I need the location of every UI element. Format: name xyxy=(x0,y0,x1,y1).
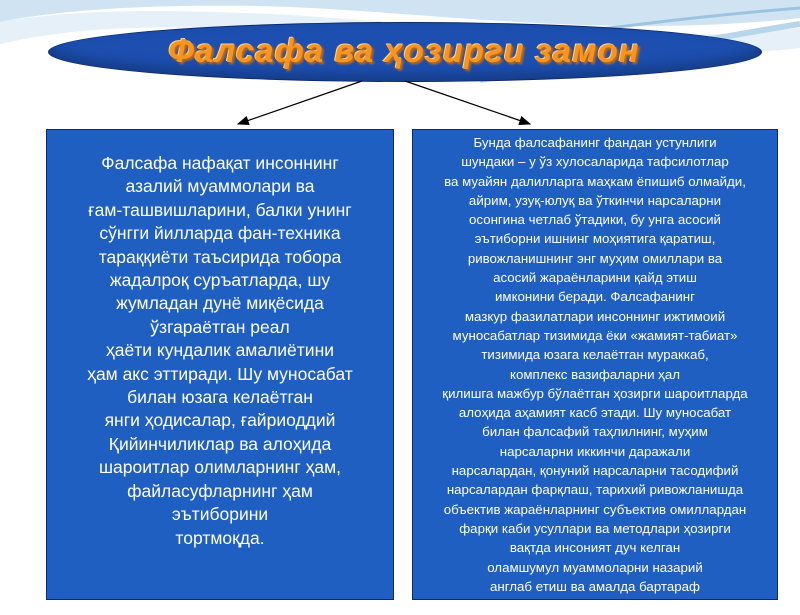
right-line: этиш учун айниқса муҳим аҳамият касб этади. xyxy=(451,598,739,614)
left-line: файласуфларнинг ҳам xyxy=(127,480,313,501)
right-line: мазкур фазилатлари инсоннинг ижтимоий xyxy=(464,308,726,324)
right-line: нарсалардан, қонуний нарсаларни тасодифий xyxy=(451,463,739,479)
left-line: билан юзага келаётган xyxy=(127,387,313,408)
left-line: тортмоқда. xyxy=(175,527,265,548)
left-line: шароитлар олимларнинг ҳам, xyxy=(99,457,341,478)
left-line: жумладан дунё миқёсида xyxy=(116,293,324,314)
right-line: эътиборни ишнинг моҳиятига қаратиш, xyxy=(474,231,716,247)
right-line: осонгина четлаб ўтадики, бу унга асосий xyxy=(469,212,721,228)
right-line: нарсаларни иккинчи даражали xyxy=(499,443,691,459)
right-line: англаб етиш ва амалда бартараф xyxy=(489,578,700,594)
left-line: ўзгараётган реал xyxy=(150,316,290,337)
left-line: азалий муаммолари ва xyxy=(125,176,315,197)
right-line: муносабатлар тизимида ёки «жамият-табиат» xyxy=(452,327,738,343)
left-line: жадалроқ суръатларда, шу xyxy=(109,270,331,291)
right-line: айрим, узуқ-юлуқ ва ўткинчи нарсаларни xyxy=(468,192,722,208)
right-line: алоҳида аҳамият касб этади. Шу муносабат xyxy=(458,405,732,421)
left-text-panel xyxy=(46,129,394,600)
right-line: билан фалсафий таҳлилнинг, муҳим xyxy=(482,424,708,440)
right-line: асосий жараёнларини қайд этиш xyxy=(493,270,697,286)
right-line: қилишга мажбур бўлаётган ҳозирги шароитларда xyxy=(442,385,748,401)
right-line: комплекс вазифаларни ҳал xyxy=(509,366,680,382)
left-line: сўнгги йилларда фан-техника xyxy=(99,223,341,244)
arrow-right xyxy=(405,81,530,124)
right-line: фарқи каби усуллари ва методлари ҳозирги xyxy=(459,520,731,536)
left-line: ғам-ташвишларини, балки унинг xyxy=(88,199,352,220)
right-line: имконини беради. Фалсафанинг xyxy=(495,289,695,305)
left-line: ҳаёти кундалик амалиётини xyxy=(105,340,335,361)
right-line: ва муайян далилларга маҳкам ёпишиб олмайди, xyxy=(444,173,746,189)
left-line: эътиборини xyxy=(171,504,269,525)
slide-title: Фалсафа ва ҳозирги замон xyxy=(168,32,640,69)
arrow-left xyxy=(238,81,362,124)
connector-arrows xyxy=(0,0,800,140)
right-line: Бунда фалсафанинг фандан устунлиги xyxy=(473,135,717,150)
right-line: шундаки – у ўз хулосаларида тафсилотлар xyxy=(461,154,729,170)
right-line: оламшумул муаммоларни назарий xyxy=(487,559,703,575)
right-line: нарсалардан фарқлаш, тарихий ривожланишда xyxy=(446,482,744,498)
right-line: объектив жараёнларнинг субъектив омиллардан xyxy=(443,501,747,517)
right-line: ривожланишнинг энг муҳим омиллари ва xyxy=(467,250,723,266)
left-line: тараққиёти таъсирида тобора xyxy=(98,246,342,267)
left-line: янги ҳодисалар, ғайриоддий xyxy=(104,410,336,431)
left-line: ҳам акс эттиради. Шу муносабат xyxy=(87,363,353,384)
right-text-panel xyxy=(412,129,778,614)
right-line: вақтда инсоният дуч келган xyxy=(509,540,681,556)
left-line: Қийинчиликлар ва алоҳида xyxy=(108,433,332,454)
right-line: тизимида юзага келаётган мураккаб, xyxy=(481,347,709,363)
left-line: Фалсафа нафақат инсоннинг xyxy=(101,153,339,173)
